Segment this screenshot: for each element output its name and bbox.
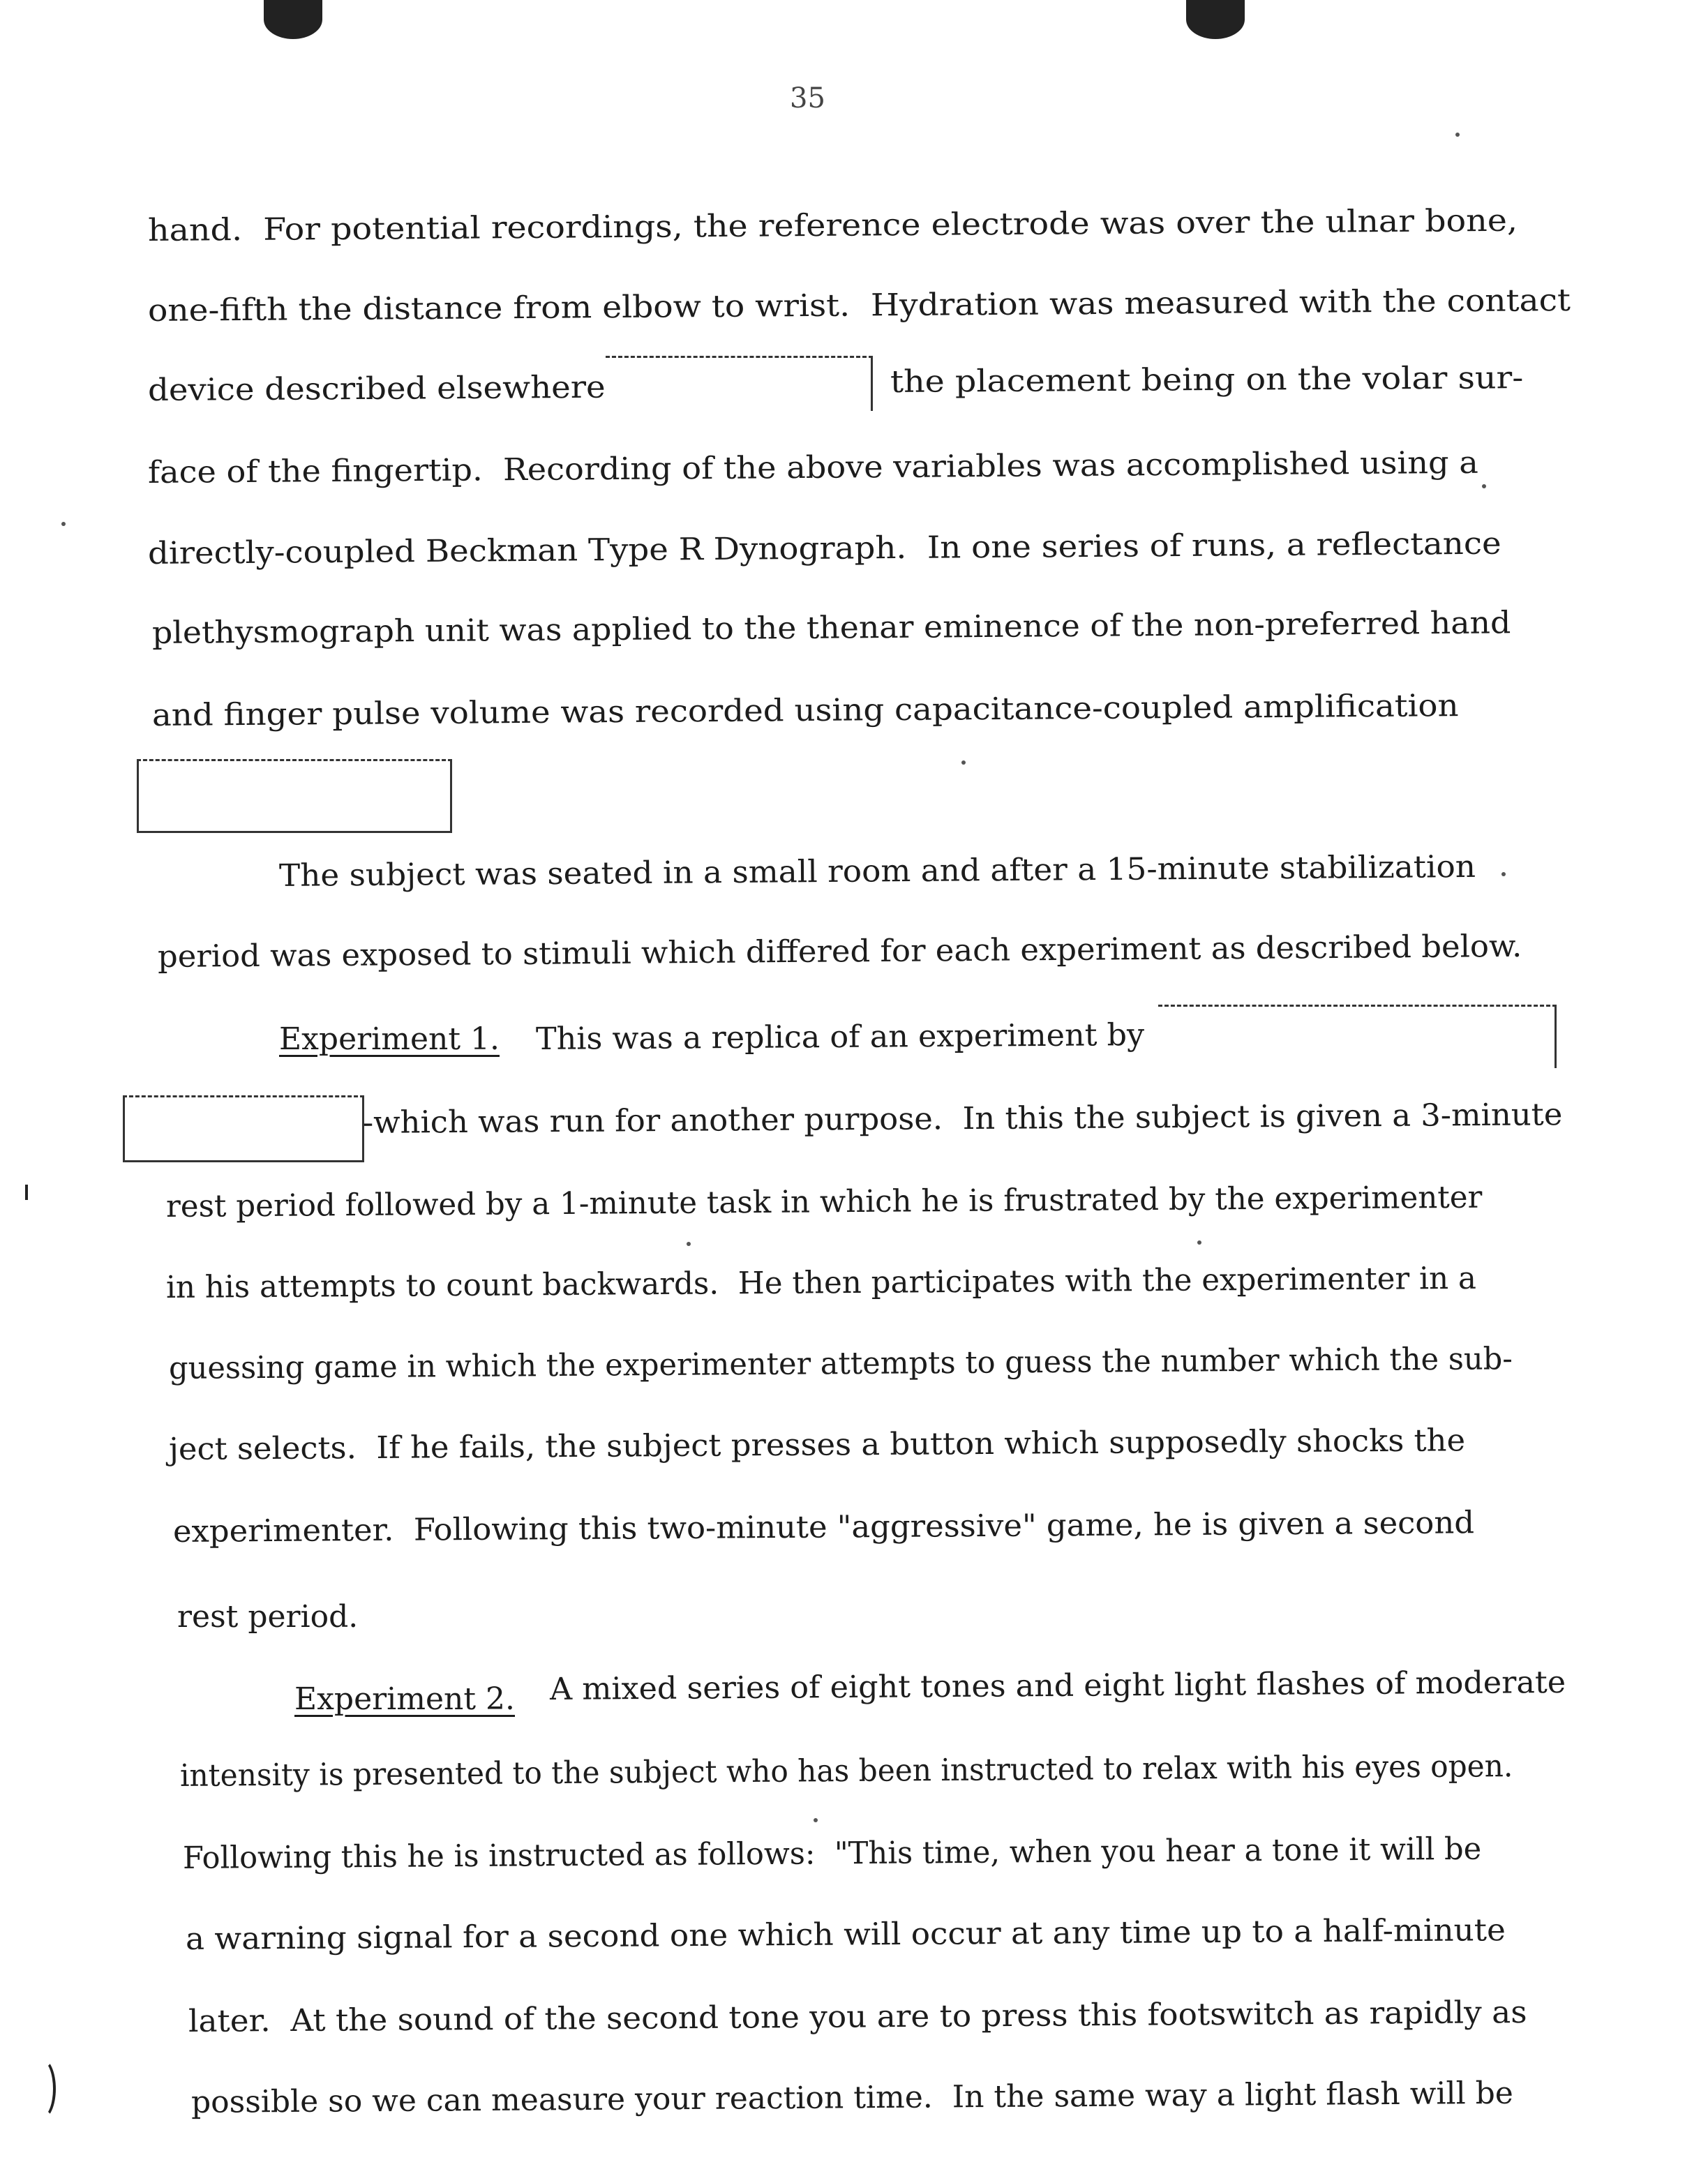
text-line: The subject was seated in a small room and after a 15-minute stabilization <box>278 848 1476 894</box>
binder-hole-left <box>264 0 322 39</box>
text-line: one-fifth the distance from elbow to wrist. Hydration was measured with the contact <box>147 283 1571 329</box>
text-line: the placement being on the volar sur- <box>890 360 1524 400</box>
experiment-1-heading: Experiment 1. <box>279 1021 500 1057</box>
text-line: directly-coupled Beckman Type R Dynograph. In one series of runs, a reflectance <box>147 525 1501 571</box>
binder-hole-right <box>1186 0 1245 39</box>
text-line: A mixed series of eight tones and eight light flashes of moderate <box>549 1664 1566 1707</box>
speck <box>814 1818 818 1822</box>
text-line: rest period. <box>177 1599 359 1635</box>
text-line: period was exposed to stimuli which differed for each experiment as described below. <box>157 928 1522 975</box>
text-line: experimenter. Following this two-minute "aggressive" game, he is given a second <box>172 1505 1475 1550</box>
speck <box>687 1242 691 1246</box>
text-line: rest period followed by a 1-minute task in which he is frustrated by the experimenter <box>165 1179 1483 1224</box>
margin-curve <box>28 2058 56 2119</box>
speck <box>61 522 66 526</box>
speck <box>1197 1240 1201 1245</box>
text-line: in his attempts to count backwards. He then participates with the experimenter in a <box>165 1260 1477 1305</box>
text-line: -which was run for another purpose. In this the subject is given a 3-minute <box>362 1097 1563 1141</box>
text-line: intensity is presented to the subject who has been instructed to relax with his eyes open. <box>179 1748 1513 1794</box>
page-number: 35 <box>790 82 825 114</box>
text-line: guessing game in which the experimenter attempts to guess the number which the sub- <box>168 1341 1513 1386</box>
speck <box>961 760 966 765</box>
text-line: and finger pulse volume was recorded using capacitance-coupled amplification <box>151 688 1459 733</box>
experiment-2-heading: Experiment 2. <box>294 1681 515 1717</box>
redaction-bracket <box>606 356 873 411</box>
speck <box>1482 484 1486 488</box>
text-line: hand. For potential recordings, the reference electrode was over the ulnar bone, <box>147 202 1518 248</box>
text-line: plethysmograph unit was applied to the thenar eminence of the non-preferred hand <box>151 605 1511 651</box>
speck <box>1501 872 1506 876</box>
margin-mark <box>25 1185 28 1200</box>
redaction-bracket <box>123 1095 364 1162</box>
speck <box>1455 133 1460 137</box>
redaction-bracket <box>137 759 452 833</box>
text-line: later. At the sound of the second tone you are to press this footswitch as rapidly as <box>188 1994 1527 2039</box>
redaction-bracket <box>1158 1005 1557 1068</box>
text-line: Following this he is instructed as follows: "This time, when you hear a tone it will be <box>182 1831 1482 1876</box>
text-line: device described elsewhere <box>147 369 606 408</box>
text-line: This was a replica of an experiment by <box>535 1016 1145 1057</box>
text-line: ject selects. If he fails, the subject presses a button which supposedly shocks the <box>168 1423 1466 1467</box>
text-line: possible so we can measure your reaction time. In the same way a light flash will be <box>190 2075 1514 2120</box>
text-line: a warning signal for a second one which will occur at any time up to a half-minute <box>185 1912 1506 1957</box>
text-line: face of the fingertip. Recording of the above variables was accomplished using a <box>147 444 1478 490</box>
